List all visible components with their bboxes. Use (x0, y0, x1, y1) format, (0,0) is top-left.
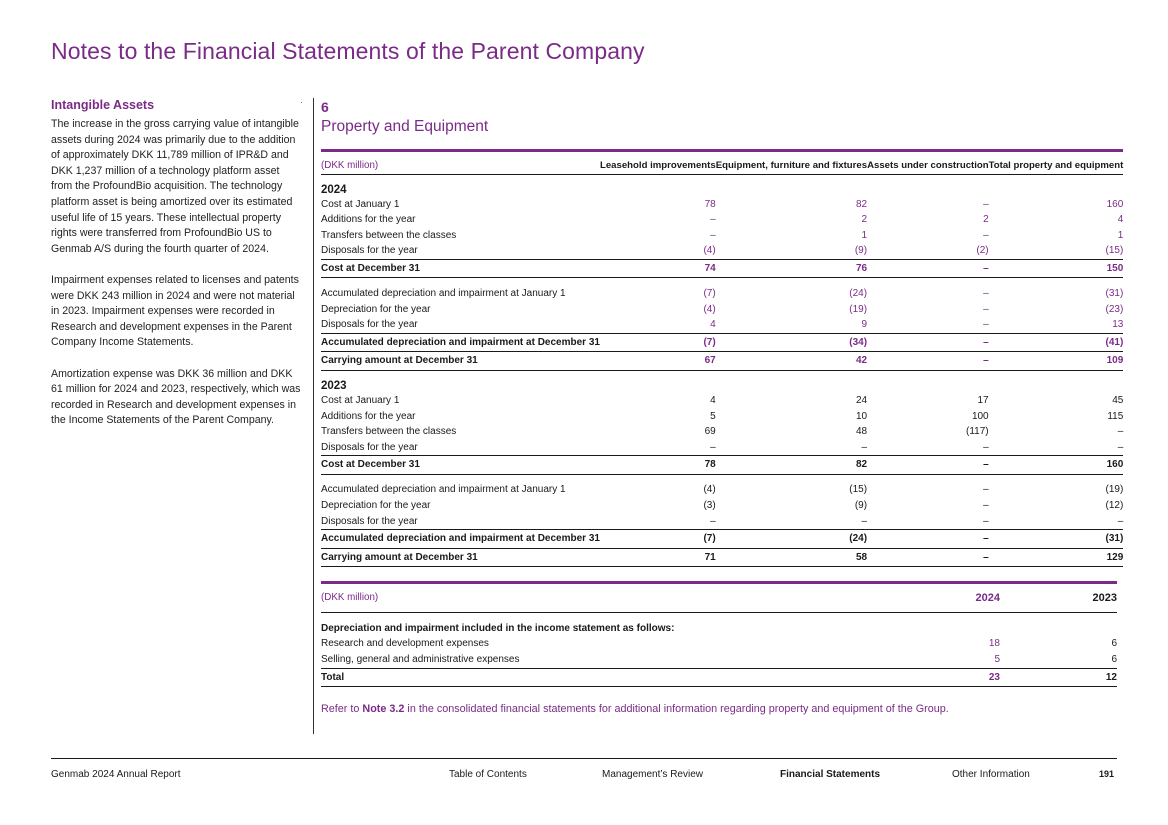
row-label: Disposals for the year (321, 441, 418, 453)
unit-label: (DKK million) (321, 151, 600, 175)
row-label: Carrying amount at December 31 (321, 352, 600, 371)
table-cell: – (983, 287, 989, 299)
table-cell: – (867, 456, 989, 475)
table-cell: 160 (1106, 198, 1124, 210)
table-cell: 17 (977, 394, 989, 406)
total-row (321, 333, 1123, 352)
table-cell: 5 (710, 410, 716, 422)
unit-label: (DKK million) (321, 583, 887, 613)
row-label: Cost at January 1 (321, 394, 400, 406)
table-cell: (31) (1105, 287, 1124, 299)
carrying-amount-row (321, 352, 1123, 371)
col-leasehold: Leasehold improvements (600, 151, 716, 175)
table-cell: 24 (855, 394, 868, 406)
table-cell: 4 (710, 394, 716, 406)
table-cell: (31) (989, 530, 1124, 549)
year-heading-row (321, 370, 1123, 393)
table-cell: – (867, 530, 989, 549)
row-label: Additions for the year (321, 214, 416, 226)
table-cell: – (1117, 515, 1124, 527)
reference-note (321, 703, 1117, 715)
page-title: Notes to the Financial Statements of the Parent Company (51, 38, 645, 64)
row-label: Cost at January 1 (321, 198, 400, 210)
table-cell: (9) (854, 245, 868, 257)
row-label: Additions for the year (321, 410, 416, 422)
table-cell: 74 (600, 259, 716, 278)
footer-nav-other-information[interactable]: Other Information (952, 769, 1030, 780)
col-total: Total property and equipment (989, 151, 1124, 175)
table-cell: (3) (703, 500, 716, 511)
table-cell: 48 (855, 426, 868, 438)
total-row (321, 668, 1117, 687)
income-statement-table (321, 581, 1117, 687)
row-label: Disposals for the year (321, 245, 418, 257)
table-cell: (4) (703, 484, 716, 496)
row-label: Transfers between the classes (321, 426, 457, 438)
table-row (321, 652, 1117, 668)
table-cell: (12) (1105, 500, 1124, 511)
table-cell: 160 (989, 456, 1124, 475)
table-row (321, 482, 1123, 498)
table-cell: – (710, 515, 716, 527)
row-label: Cost at December 31 (321, 456, 600, 475)
table-cell: (7) (600, 333, 716, 352)
sidebar-paragraph: Amortization expense was DKK 36 million and DKK 61 million for 2024 and 2023, respectively, which was recorded in Research and development expenses in the Income Statements of the Parent Company. (51, 367, 301, 427)
note-title: Property and Equipment (321, 118, 489, 135)
col-2024: 2024 (887, 583, 1000, 613)
divider-dot: · (300, 97, 303, 107)
sidebar-paragraph: The increase in the gross carrying value of intangible assets during 2024 was primarily due to the addition of approximately DKK 11,789 million of IPR&D and DKK 1,237 million of a technology platform asset from the ProfoundBio acquisition. The technology platform asset is being amortized over its estimated useful life of 15 years. These intellectual property rights were transferred from ProfoundBio US to Genmab A/S during the fourth quarter of 2024. (51, 118, 299, 255)
total-row (321, 259, 1123, 278)
total-row (321, 530, 1123, 549)
table-cell: – (1117, 441, 1124, 453)
table-cell: 115 (1107, 410, 1124, 422)
table-cell: 13 (1112, 319, 1124, 331)
table-row (321, 302, 1123, 318)
table-subheading-row (321, 613, 1117, 637)
table-cell: 82 (855, 198, 868, 210)
table-row (321, 286, 1123, 302)
row-label: Carrying amount at December 31 (321, 548, 600, 567)
sidebar-intangible-assets (51, 98, 303, 444)
table-cell: 129 (989, 548, 1124, 567)
table-cell: (23) (1105, 303, 1124, 315)
footer-nav-managements-review[interactable]: Management’s Review (602, 769, 703, 780)
table-row (321, 393, 1123, 409)
table-cell: 76 (716, 259, 867, 278)
table-cell: – (867, 259, 989, 278)
table-cell: 4 (1117, 214, 1124, 226)
table-cell: 45 (1112, 394, 1124, 406)
table-cell: (7) (600, 530, 716, 549)
table-cell: 1 (1117, 229, 1124, 241)
note-number: 6 (321, 99, 329, 115)
year-heading: 2023 (321, 379, 347, 392)
table-cell: 100 (971, 410, 989, 422)
column-divider (313, 98, 314, 734)
spacer (321, 278, 1123, 286)
sidebar-paragraph: Impairment expenses related to licenses and patents were DKK 243 million in 2024 and were not material in 2023. Impairment expenses were recorded in Research and development expenses in the Parent Company Income Statements. (51, 273, 299, 349)
year-heading-row (321, 174, 1123, 197)
table-cell: (15) (849, 484, 868, 496)
spacer-row (321, 278, 1123, 286)
property-equipment-table (321, 149, 1123, 567)
table-cell: – (983, 303, 989, 315)
cell-2023: 6 (1111, 653, 1117, 665)
table-cell: 150 (989, 259, 1124, 278)
table-cell: – (983, 441, 989, 453)
table-row (321, 498, 1123, 514)
table-row (321, 424, 1123, 440)
table-cell: – (983, 500, 989, 511)
table-cell: (4) (703, 303, 716, 315)
row-label: Disposals for the year (321, 319, 418, 331)
table-cell: – (861, 441, 868, 453)
col-construction: Assets under construction (867, 151, 989, 175)
table-cell: 78 (704, 198, 716, 210)
table-cell: (19) (849, 303, 868, 315)
table-header-row (321, 151, 1123, 175)
table-row (321, 197, 1123, 213)
row-label: Accumulated depreciation and impairment at January 1 (321, 484, 566, 496)
table-cell: 58 (716, 548, 867, 567)
table-row (321, 440, 1123, 456)
table-row (321, 514, 1123, 530)
sidebar-heading: Intangible Assets (51, 98, 155, 112)
year-2024-block (321, 174, 1123, 370)
row-label: Accumulated depreciation and impairment at January 1 (321, 287, 566, 299)
col-2023: 2023 (1000, 583, 1117, 613)
table-cell: 71 (600, 548, 716, 567)
table-cell: – (861, 515, 868, 527)
table-row (321, 636, 1117, 652)
table-cell: (41) (989, 333, 1124, 352)
total-row (321, 456, 1123, 475)
row-label: Selling, general and administrative expenses (321, 653, 520, 665)
row-label: Disposals for the year (321, 515, 418, 527)
year-heading: 2024 (321, 183, 347, 196)
table-cell: (19) (1105, 484, 1124, 496)
table-row (321, 243, 1123, 259)
table-cell: 42 (716, 352, 867, 371)
table-cell: (2) (976, 245, 989, 257)
reference-prefix: Refer to (321, 703, 363, 716)
table-cell: – (710, 229, 716, 241)
table-cell: (24) (716, 530, 867, 549)
row-label: Accumulated depreciation and impairment at December 31 (321, 333, 600, 352)
cell-2024: 23 (887, 668, 1000, 687)
footer-nav-table-of-contents[interactable]: Table of Contents (449, 769, 527, 780)
table-cell: 9 (861, 319, 868, 331)
table-cell: (34) (716, 333, 867, 352)
table-cell: 82 (716, 456, 867, 475)
table-cell: (24) (849, 287, 868, 299)
row-label: Accumulated depreciation and impairment at December 31 (321, 530, 600, 549)
table-cell: – (983, 319, 989, 331)
table-row (321, 228, 1123, 244)
table-cell: 2 (861, 214, 868, 226)
table-cell: – (867, 548, 989, 567)
row-label: Cost at December 31 (321, 259, 600, 278)
footer-nav-financial-statements[interactable]: Financial Statements (780, 769, 881, 780)
table-cell: 4 (710, 319, 716, 331)
table-cell: 2 (983, 214, 989, 226)
table-cell: – (710, 214, 716, 226)
table-cell: – (1117, 426, 1124, 438)
table-row (321, 409, 1123, 425)
reference-suffix: in the consolidated financial statements for additional information regarding property and equipment of the Group. (404, 703, 949, 716)
table-header-row (321, 583, 1117, 613)
table-cell: – (983, 515, 989, 527)
row-label: Research and development expenses (321, 638, 489, 650)
table-cell: (7) (703, 287, 716, 299)
reference-link[interactable]: Note 3.2 (362, 703, 405, 716)
subheading: Depreciation and impairment included in the income statement as follows: (321, 623, 675, 635)
table-cell: – (867, 333, 989, 352)
cell-2023: 12 (1000, 668, 1117, 687)
table-cell: 1 (861, 229, 868, 241)
row-label: Transfers between the classes (321, 229, 457, 241)
row-label: Total (321, 668, 887, 687)
table-cell: 109 (989, 352, 1124, 371)
note-6-section (321, 98, 1124, 716)
table-cell: (4) (703, 245, 716, 257)
table-cell: (9) (854, 500, 868, 511)
table-cell: (117) (966, 426, 989, 438)
carrying-amount-row (321, 548, 1123, 567)
spacer (321, 474, 1123, 482)
table-cell: – (867, 352, 989, 371)
footer-report-name: Genmab 2024 Annual Report (51, 769, 181, 780)
table-cell: – (983, 229, 989, 241)
table-cell: (15) (1105, 245, 1124, 257)
table-row (321, 212, 1123, 228)
year-2023-block (321, 370, 1123, 566)
cell-2024: 5 (994, 653, 1000, 665)
row-label: Depreciation for the year (321, 303, 431, 315)
table-cell: 67 (600, 352, 716, 371)
table-cell: – (983, 198, 989, 210)
table-row (321, 317, 1123, 333)
table-cell: – (983, 484, 989, 496)
table-cell: – (710, 441, 716, 453)
table-cell: 78 (600, 456, 716, 475)
cell-2024: 18 (988, 638, 1000, 650)
table-cell: 10 (855, 410, 868, 422)
page-number: 191 (1099, 769, 1115, 779)
spacer-row (321, 474, 1123, 482)
row-label: Depreciation for the year (321, 500, 431, 511)
footer-divider (51, 758, 1117, 759)
cell-2023: 6 (1111, 638, 1117, 650)
col-equipment: Equipment, furniture and fixtures (716, 151, 867, 175)
table-cell: 69 (704, 426, 716, 438)
